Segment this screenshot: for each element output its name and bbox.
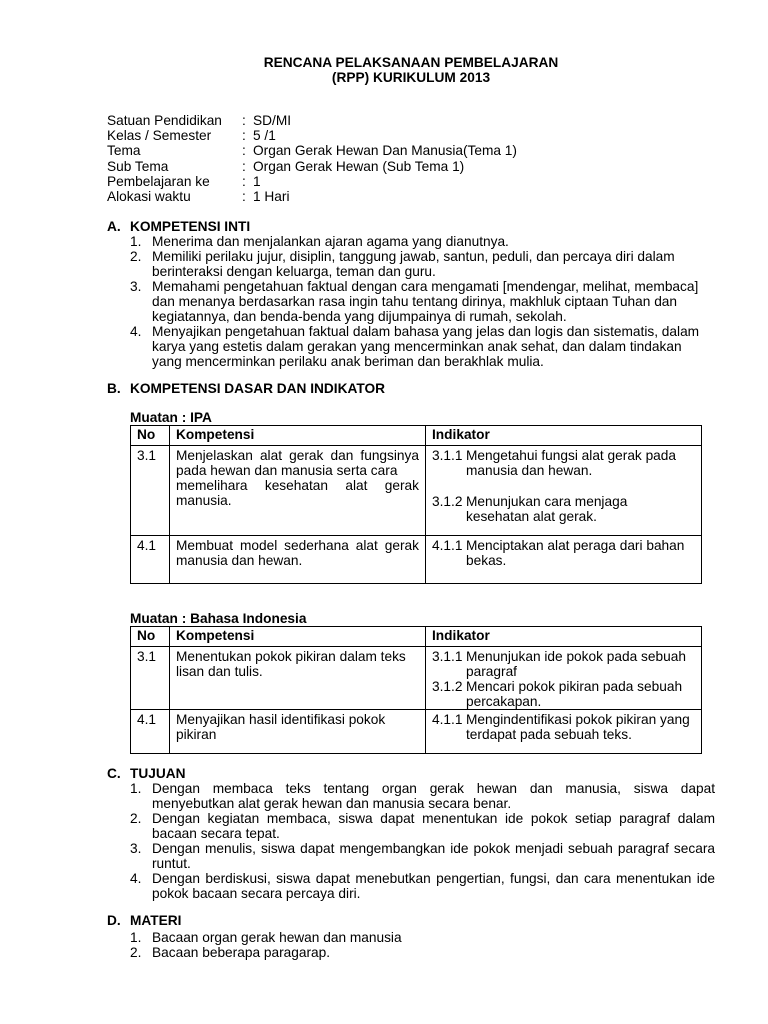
list-item bbox=[130, 945, 715, 960]
list-item bbox=[130, 930, 715, 945]
materi-list bbox=[130, 930, 715, 960]
cell-kompetensi bbox=[170, 710, 426, 754]
list-item bbox=[130, 811, 715, 841]
identity-separator: : bbox=[242, 158, 246, 174]
identity-row bbox=[107, 143, 715, 158]
kompetensi-line: Menyajikan hasil identifikasi pokok bbox=[176, 712, 386, 727]
table-title-ipa: Muatan : IPA bbox=[130, 409, 212, 425]
item-text bbox=[152, 930, 715, 945]
table-row bbox=[131, 710, 702, 754]
indikator-line: paragraf bbox=[466, 664, 517, 679]
identity-label: Satuan Pendidikan bbox=[107, 112, 222, 128]
section-letter: B. bbox=[107, 380, 121, 396]
kompetensi-line: Membuat model sederhana alat gerak bbox=[176, 538, 419, 553]
item-number: 2. bbox=[130, 944, 142, 960]
item-text-line: Memahami pengetahuan faktual dengan cara mengamati [mendengar, melihat, membaca] bbox=[152, 278, 699, 294]
list-item bbox=[130, 279, 715, 324]
item-text-line: runtut. bbox=[152, 855, 191, 871]
indikator-line: Menunjukan cara menjaga bbox=[466, 494, 628, 509]
table-row bbox=[131, 647, 702, 710]
section-title: KOMPETENSI DASAR DAN INDIKATOR bbox=[130, 380, 386, 396]
indikator-text bbox=[466, 712, 695, 742]
indikator-code: 4.1.1 bbox=[432, 712, 463, 727]
header-no: No bbox=[131, 627, 170, 647]
indikator-code: 3.1.1 bbox=[432, 649, 463, 664]
item-number: 1. bbox=[130, 780, 142, 796]
kompetensi-line: manusia. bbox=[176, 493, 232, 508]
item-text bbox=[152, 279, 715, 324]
indikator-item bbox=[432, 448, 695, 478]
cell-kompetensi bbox=[170, 536, 426, 584]
header-kompetensi: Kompetensi bbox=[170, 426, 426, 446]
table-row bbox=[131, 536, 702, 584]
section-letter: C. bbox=[107, 765, 121, 781]
kompetensi-line: lisan dan tulis. bbox=[176, 664, 263, 679]
list-item bbox=[130, 234, 715, 249]
cell-no: 4.1 bbox=[131, 710, 170, 754]
list-item bbox=[130, 324, 715, 369]
indikator-line: terdapat pada sebuah teks. bbox=[466, 727, 632, 742]
item-text-line: Dengan kegiatan membaca, siswa dapat menentukan ide pokok setiap paragraf dalam bbox=[152, 810, 715, 826]
item-text bbox=[152, 781, 715, 811]
title-line: RENCANA PELAKSANAAN PEMBELAJARAN bbox=[263, 54, 559, 70]
indikator-code: 4.1.1 bbox=[432, 538, 463, 553]
identity-value: Organ Gerak Hewan Dan Manusia(Tema 1) bbox=[253, 143, 517, 159]
identity-label: Kelas / Semester bbox=[107, 127, 212, 143]
identity-value: 1 Hari bbox=[253, 189, 290, 205]
identity-value: 5 /1 bbox=[253, 127, 276, 143]
kompetensi-line: manusia dan hewan. bbox=[176, 553, 303, 568]
kompetensi-line: memelihara kesehatan alat gerak bbox=[176, 478, 419, 493]
item-text-line: bacaan secara tepat. bbox=[152, 825, 280, 841]
header-no: No bbox=[131, 426, 170, 446]
indikator-code: 3.1.2 bbox=[432, 494, 463, 509]
cell-indikator bbox=[426, 647, 702, 710]
section-title: MATERI bbox=[130, 912, 182, 928]
item-text-line: Dengan membaca teks tentang organ gerak hewan dan manusia, siswa dapat bbox=[152, 780, 715, 796]
kompetensi-line: pada hewan dan manusia serta cara bbox=[176, 463, 398, 478]
list-item bbox=[130, 781, 715, 811]
table-header-row bbox=[131, 426, 702, 446]
section-title: KOMPETENSI INTI bbox=[130, 218, 251, 234]
kompetensi-line: Menjelaskan alat gerak dan fungsinya bbox=[176, 448, 419, 463]
identity-value: SD/MI bbox=[253, 112, 292, 128]
item-number: 3. bbox=[130, 840, 142, 856]
indikator-line: kesehatan alat gerak. bbox=[466, 509, 597, 524]
indikator-text bbox=[466, 538, 695, 568]
indikator-line: percakapan. bbox=[466, 694, 542, 709]
kompetensi-inti-list bbox=[130, 234, 715, 369]
bahasa-indonesia-table bbox=[130, 626, 702, 754]
item-number: 4. bbox=[130, 323, 142, 339]
identity-value: 1 bbox=[253, 174, 261, 190]
item-text bbox=[152, 249, 715, 279]
identity-row bbox=[107, 159, 715, 174]
identity-row bbox=[107, 128, 715, 143]
indikator-text bbox=[466, 679, 695, 709]
indikator-line: Mengetahui fungsi alat gerak pada bbox=[466, 448, 677, 463]
item-text bbox=[152, 234, 715, 249]
identity-row bbox=[107, 174, 715, 189]
identity-separator: : bbox=[242, 189, 246, 205]
item-text-line: dan menanya berdasarkan rasa ingin tahu tentang dirinya, makhluk ciptaan Tuhan dan bbox=[152, 293, 678, 309]
table-header-row bbox=[131, 627, 702, 647]
kompetensi-line: pikiran bbox=[176, 727, 217, 742]
section-b-heading bbox=[107, 381, 385, 396]
item-number: 3. bbox=[130, 278, 142, 294]
cell-no: 4.1 bbox=[131, 536, 170, 584]
item-text bbox=[152, 841, 715, 871]
cell-indikator bbox=[426, 710, 702, 754]
identity-label: Alokasi waktu bbox=[107, 189, 191, 205]
indikator-line: bekas. bbox=[466, 553, 507, 568]
list-item bbox=[130, 841, 715, 871]
identity-label: Pembelajaran ke bbox=[107, 174, 210, 190]
ipa-table bbox=[130, 425, 702, 584]
indikator-item bbox=[432, 712, 695, 742]
indikator-item bbox=[432, 679, 695, 709]
cell-kompetensi bbox=[170, 647, 426, 710]
item-text-line: Memiliki perilaku jujur, disiplin, tanggung jawab, santun, peduli, dan percaya diri dalam bbox=[152, 248, 675, 264]
section-c-heading bbox=[107, 766, 186, 781]
indikator-text bbox=[466, 448, 695, 478]
identity-label: Tema bbox=[107, 143, 141, 159]
section-a-heading bbox=[107, 219, 250, 234]
section-title: TUJUAN bbox=[130, 765, 186, 781]
identity-separator: : bbox=[242, 127, 246, 143]
cell-no: 3.1 bbox=[131, 647, 170, 710]
document-title bbox=[107, 55, 715, 85]
section-letter: A. bbox=[107, 218, 121, 234]
item-text-line: Menerima dan menjalankan ajaran agama yang dianutnya. bbox=[152, 233, 509, 249]
header-indikator: Indikator bbox=[426, 426, 702, 446]
list-item bbox=[130, 871, 715, 901]
item-text bbox=[152, 811, 715, 841]
title-line: (RPP) KURIKULUM 2013 bbox=[331, 69, 491, 85]
item-text-line: Dengan menulis, siswa dapat mengembangkan ide pokok menjadi sebuah paragraf secara bbox=[152, 840, 715, 856]
identity-separator: : bbox=[242, 112, 246, 128]
identity-row bbox=[107, 189, 715, 204]
indikator-item bbox=[432, 538, 695, 568]
cell-indikator bbox=[426, 446, 702, 536]
header-kompetensi: Kompetensi bbox=[170, 627, 426, 647]
item-text-line: pokok bacaan secara percaya diri. bbox=[152, 885, 361, 901]
item-text-line: Bacaan organ gerak hewan dan manusia bbox=[152, 929, 402, 945]
item-text-line: Bacaan beberapa paragarap. bbox=[152, 944, 331, 960]
kompetensi-line: Menentukan pokok pikiran dalam teks bbox=[176, 649, 406, 664]
identity-label: Sub Tema bbox=[107, 158, 169, 174]
item-text-line: kegiatannya, dan benda-benda yang dijumpainya di rumah, sekolah. bbox=[152, 308, 567, 324]
item-number: 2. bbox=[130, 810, 142, 826]
indikator-code: 3.1.2 bbox=[432, 679, 463, 694]
indikator-text bbox=[466, 494, 695, 524]
identity-row bbox=[107, 113, 715, 128]
item-text-line: Menyajikan pengetahuan faktual dalam bahasa yang jelas dan logis dan sistematis, dalam bbox=[152, 323, 700, 339]
item-text bbox=[152, 324, 715, 369]
item-text-line: karya yang estetis dalam gerakan yang mencerminkan anak sehat, dan dalam tindakan bbox=[152, 338, 682, 354]
indikator-line: Mengindentifikasi pokok pikiran yang bbox=[466, 712, 690, 727]
item-number: 1. bbox=[130, 233, 142, 249]
cell-no: 3.1 bbox=[131, 446, 170, 536]
item-number: 2. bbox=[130, 248, 142, 264]
item-number: 4. bbox=[130, 870, 142, 886]
cell-indikator bbox=[426, 536, 702, 584]
indikator-line: Mencari pokok pikiran pada sebuah bbox=[466, 679, 683, 694]
indikator-item bbox=[432, 494, 695, 524]
identity-value: Organ Gerak Hewan (Sub Tema 1) bbox=[253, 158, 465, 174]
tujuan-list bbox=[130, 781, 715, 901]
table-row bbox=[131, 446, 702, 536]
item-text-line: berinteraksi dengan keluarga, teman dan guru. bbox=[152, 263, 436, 279]
identity-separator: : bbox=[242, 143, 246, 159]
item-text-line: yang mencerminkan perilaku anak beriman dan berakhlak mulia. bbox=[152, 353, 544, 369]
indikator-line: Menunjukan ide pokok pada sebuah bbox=[466, 649, 686, 664]
item-number: 1. bbox=[130, 929, 142, 945]
indikator-code: 3.1.1 bbox=[432, 448, 463, 463]
indikator-text bbox=[466, 649, 695, 679]
table-title-bahasa-indonesia: Muatan : Bahasa Indonesia bbox=[130, 610, 307, 626]
identity-block bbox=[107, 113, 715, 205]
indikator-item bbox=[432, 649, 695, 679]
list-item bbox=[130, 249, 715, 279]
indikator-line: Menciptakan alat peraga dari bahan bbox=[466, 538, 685, 553]
header-indikator: Indikator bbox=[426, 627, 702, 647]
item-text bbox=[152, 945, 715, 960]
section-d-heading bbox=[107, 913, 181, 928]
cell-kompetensi bbox=[170, 446, 426, 536]
item-text-line: menyebutkan alat gerak hewan dan manusia secara benar. bbox=[152, 795, 512, 811]
indikator-line: manusia dan hewan. bbox=[466, 463, 593, 478]
identity-separator: : bbox=[242, 174, 246, 190]
item-text bbox=[152, 871, 715, 901]
item-text-line: Dengan berdiskusi, siswa dapat menebutkan pengertian, fungsi, dan cara menentukan ide bbox=[152, 870, 715, 886]
section-letter: D. bbox=[107, 912, 121, 928]
